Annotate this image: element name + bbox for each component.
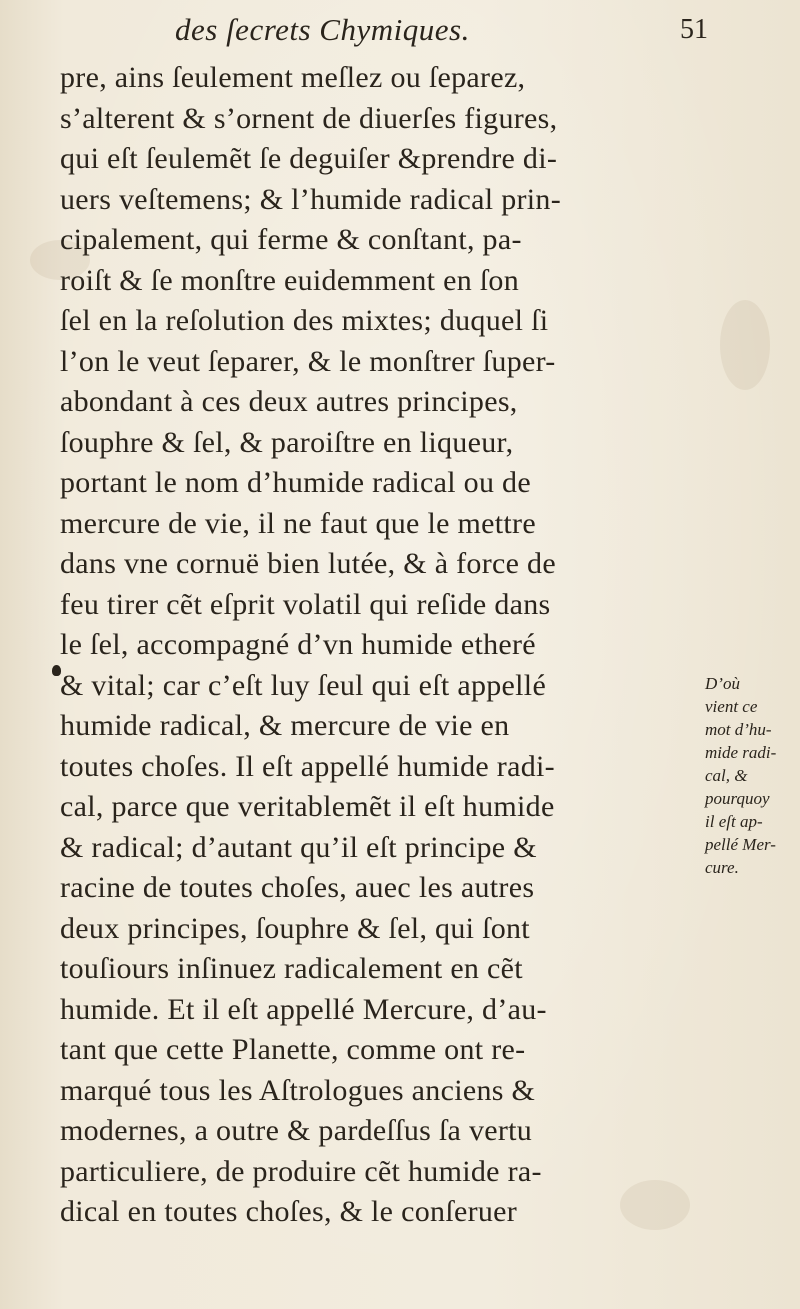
text-line: toutes choſes. Il eſt appellé humide radi- [60, 749, 555, 783]
marginal-note [705, 672, 795, 879]
text-line: tant que cette Planette, comme ont re- [60, 1033, 526, 1066]
text-line: marqué tous les Aſtrologues anciens & [60, 1073, 536, 1107]
text-line: humide radical, & mercure de vie en [60, 709, 510, 742]
text-line: roiſt & ſe monſtre euidemment en ſon [60, 263, 520, 297]
text-line: & vital; car c’eſt luy ſeul qui eſt appellé [60, 668, 547, 702]
text-line: portant le nom d’humide radical ou de [60, 466, 531, 499]
text-line: cal, parce que veritablemẽt il eſt humide [60, 790, 555, 823]
text-line: ſouphre & ſel, & paroiſtre en liqueur, [60, 425, 514, 459]
text-line: ſel en la reſolution des mixtes; duquel ſi [60, 304, 549, 337]
text-line: cipalement, qui ferme & conſtant, pa- [60, 223, 522, 256]
text-line: s’alterent & s’ornent de diuerſes figures, [60, 101, 558, 135]
text-line: particuliere, de produire cẽt humide ra- [60, 1154, 542, 1188]
text-line: & radical; d’autant qu’il eſt principe & [60, 830, 537, 864]
margin-note-line: pourquoy [705, 789, 770, 808]
text-line: mercure de vie, il ne faut que le mettre [60, 506, 536, 540]
text-line: dans vne cornuë bien lutée, & à force de [60, 547, 556, 580]
margin-note-line: il eſt ap- [705, 812, 763, 831]
margin-note-line: vient ce [705, 697, 758, 716]
text-line: l’on le veut ſeparer, & le monſtrer ſuper- [60, 344, 556, 378]
margin-note-line: D’où [705, 674, 740, 693]
text-line: modernes, a outre & pardeſſus ſa vertu [60, 1114, 533, 1147]
text-line: le ſel, accompagné d’vn humide etheré [60, 628, 536, 661]
text-line: abondant à ces deux autres principes, [60, 385, 518, 418]
text-line: pre, ains ſeulement meſlez ou ſeparez, [60, 61, 526, 94]
margin-note-line: cal, & [705, 766, 748, 785]
paper-stain [720, 300, 770, 390]
margin-note-line: mot d’hu- [705, 720, 772, 739]
text-line: deux principes, ſouphre & ſel, qui ſont [60, 911, 530, 945]
text-line: racine de toutes choſes, auec les autres [60, 871, 535, 904]
text-line: touſiours inſinuez radicalement en cẽt [60, 952, 523, 985]
text-line: qui eſt ſeulemẽt ſe deguiſer &prendre di- [60, 142, 558, 175]
page-number: 51 [680, 14, 708, 45]
text-line: feu tirer cẽt eſprit volatil qui reſide dans [60, 587, 551, 621]
margin-note-line: cure. [705, 858, 739, 877]
text-line: dical en toutes choſes, & le conſeruer [60, 1195, 518, 1228]
margin-note-line: pellé Mer- [705, 835, 776, 854]
text-line: uers veſtemens; & l’humide radical prin- [60, 182, 562, 216]
body-text [60, 58, 700, 1233]
text-line: humide. Et il eſt appellé Mercure, d’au- [60, 992, 547, 1026]
running-head: des ſecrets Chymiques. [175, 12, 470, 47]
margin-note-line: mide radi- [705, 743, 777, 762]
